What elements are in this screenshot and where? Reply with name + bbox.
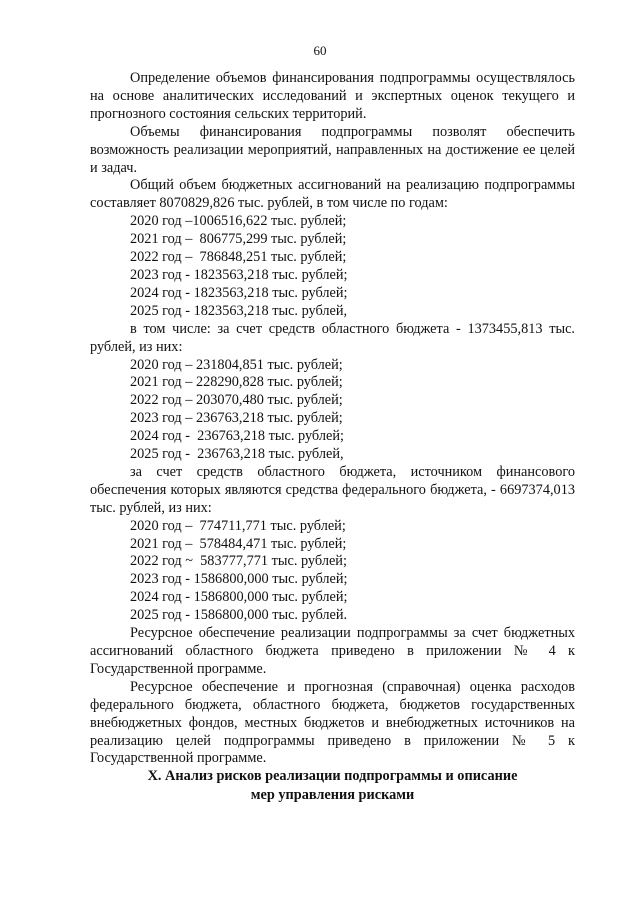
year-line: 2022 год – 203070,480 тыс. рублей; bbox=[130, 392, 343, 409]
total-by-year-list bbox=[90, 213, 575, 320]
year-line: 2023 год - 1823563,218 тыс. рублей; bbox=[130, 266, 348, 283]
year-line: 2022 год – 786848,251 тыс. рублей; bbox=[130, 249, 347, 266]
year-line: 2023 год - 1586800,000 тыс. рублей; bbox=[130, 571, 348, 588]
regional-by-year-list bbox=[90, 357, 575, 464]
document-body bbox=[90, 70, 575, 768]
section-heading-line-2: мер управления рисками bbox=[250, 786, 415, 803]
year-line: 2021 год – 806775,299 тыс. рублей; bbox=[130, 231, 347, 248]
year-line: 2025 год - 1586800,000 тыс. рублей. bbox=[130, 607, 348, 624]
year-line: 2020 год –1006516,622 тыс. рублей; bbox=[130, 213, 347, 230]
paragraph-financing-volumes: Объемы финансирования подпрограммы позволят обеспечить возможность реализации мероприятий, направленных на достижение ее целей и задач. bbox=[90, 123, 575, 176]
year-line: 2025 год - 1823563,218 тыс. рублей, bbox=[130, 302, 348, 319]
year-line: 2021 год – 578484,471 тыс. рублей; bbox=[130, 535, 347, 552]
year-line: 2023 год – 236763,218 тыс. рублей; bbox=[130, 410, 343, 427]
section-heading-line-1: X. Анализ рисков реализации подпрограммы и описание bbox=[147, 768, 518, 784]
page-number: 60 bbox=[313, 43, 327, 58]
year-line: 2022 год ~ 583777,771 тыс. рублей; bbox=[130, 553, 347, 570]
year-line: 2025 год - 236763,218 тыс. рублей, bbox=[130, 446, 344, 463]
paragraph-resource-appendix-5: Ресурсное обеспечение и прогнозная (справочная) оценка расходов федерального бюджета, областного бюджета, бюджетов государственных внебюджетных фондов, местных бюджетов и внебюджетных источников на реализацию целей подпрограммы приведено в приложении № 5 к Государственной программе. bbox=[90, 678, 575, 767]
year-line: 2020 год – 774711,771 тыс. рублей; bbox=[130, 517, 346, 534]
paragraph-federal-budget: за счет средств областного бюджета, источником финансового обеспечения которых являются средства федерального бюджета, - 6697374,013 тыс. рублей, из них: bbox=[90, 463, 575, 516]
year-line: 2024 год - 236763,218 тыс. рублей; bbox=[130, 428, 344, 445]
year-line: 2021 год – 228290,828 тыс. рублей; bbox=[130, 374, 343, 391]
section-heading bbox=[90, 767, 575, 804]
paragraph-total-allocation: Общий объем бюджетных ассигнований на реализацию подпрограммы составляет 8070829,826 тыс. рублей, в том числе по годам: bbox=[90, 177, 575, 212]
year-line: 2020 год – 231804,851 тыс. рублей; bbox=[130, 356, 343, 373]
paragraph-financing-basis: Определение объемов финансирования подпрограммы осуществлялось на основе аналитических исследований и экспертных оценок текущего и прогнозного состояния сельских территорий. bbox=[90, 70, 575, 122]
year-line: 2024 год - 1823563,218 тыс. рублей; bbox=[130, 284, 348, 301]
year-line: 2024 год - 1586800,000 тыс. рублей; bbox=[130, 589, 348, 606]
paragraph-resource-appendix-4: Ресурсное обеспечение реализации подпрограммы за счет бюджетных ассигнований областного бюджета приведено в приложении № 4 к Государственной программе. bbox=[90, 625, 575, 677]
paragraph-regional-budget: в том числе: за счет средств областного бюджета - 1373455,813 тыс. рублей, из них: bbox=[90, 320, 575, 355]
federal-by-year-list bbox=[90, 518, 575, 625]
